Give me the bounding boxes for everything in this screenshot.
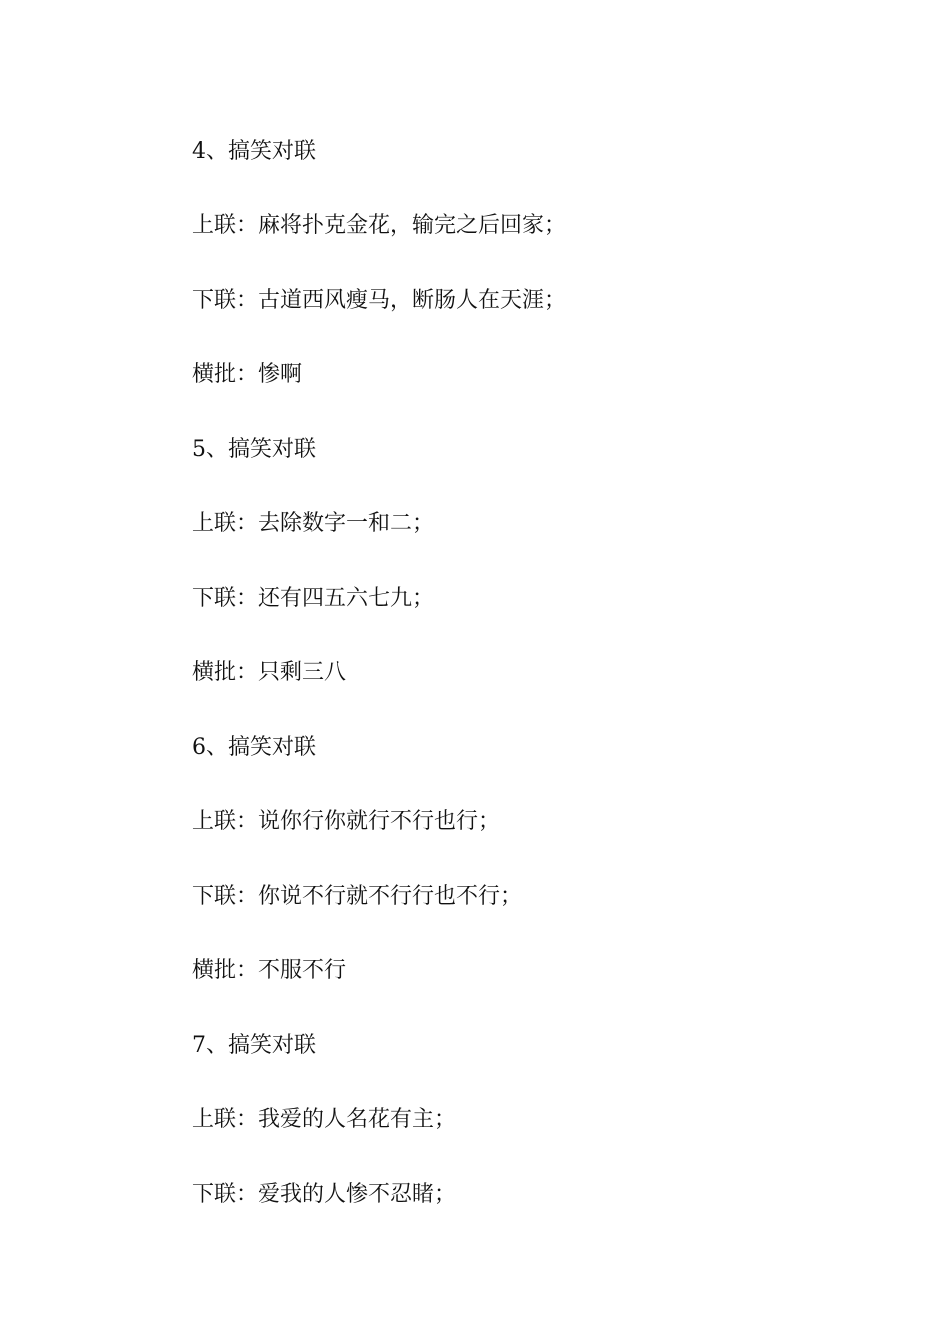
section-heading-5: 5、搞笑对联 [192, 437, 316, 462]
upper-couplet-6: 上联：说你行你就行不行也行； [192, 809, 501, 834]
section-heading-4: 4、搞笑对联 [192, 139, 316, 164]
lower-couplet-4: 下联：古道西风瘦马，断肠人在天涯； [192, 288, 567, 313]
section-heading-6: 6、搞笑对联 [192, 735, 316, 760]
lower-couplet-5: 下联：还有四五六七九； [192, 586, 435, 611]
lower-couplet-7: 下联：爱我的人惨不忍睹； [192, 1182, 457, 1207]
horizontal-scroll-6: 横批：不服不行 [192, 958, 347, 983]
section-heading-7: 7、搞笑对联 [192, 1033, 316, 1058]
upper-couplet-5: 上联：去除数字一和二； [192, 511, 435, 536]
upper-couplet-4: 上联：麻将扑克金花，输完之后回家； [192, 213, 567, 238]
horizontal-scroll-5: 横批：只剩三八 [192, 660, 347, 685]
upper-couplet-7: 上联：我爱的人名花有主； [192, 1107, 457, 1132]
lower-couplet-6: 下联：你说不行就不行行也不行； [192, 884, 523, 909]
horizontal-scroll-4: 横批：惨啊 [192, 362, 303, 387]
